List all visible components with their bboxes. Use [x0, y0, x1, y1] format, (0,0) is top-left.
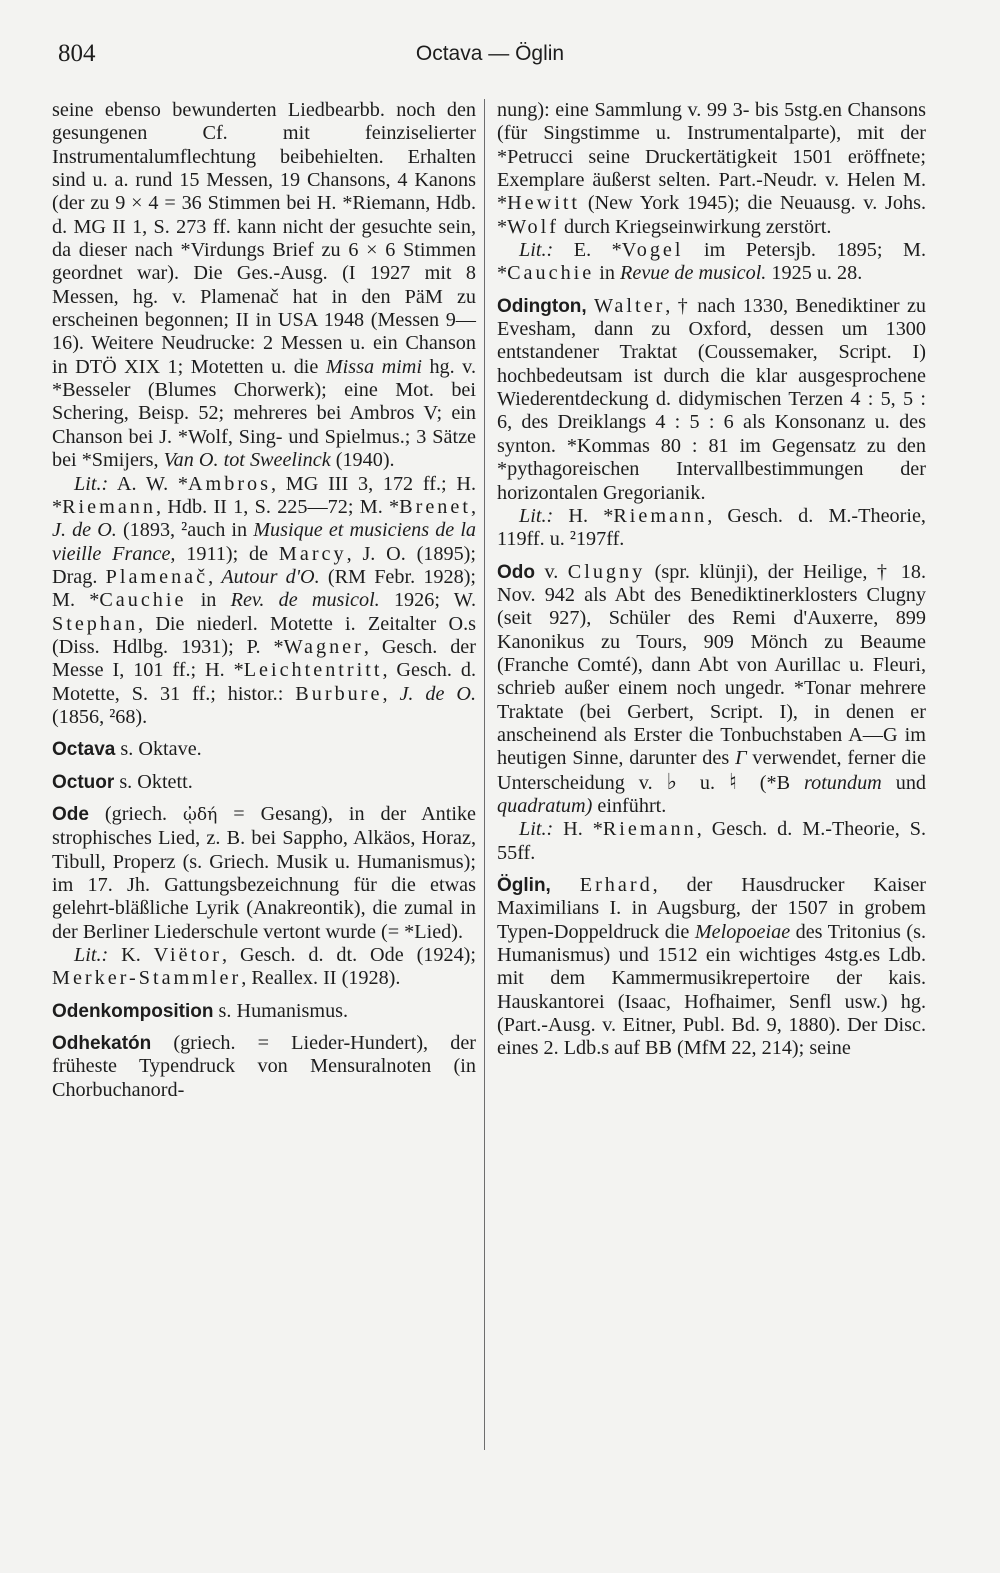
- page-header: [58, 40, 922, 76]
- headword: Odenkomposition: [52, 1000, 214, 1022]
- entry-oglin: Öglin, Erhard, der Hausdrucker Kaiser Maximilians I. in Augsburg, der 1507 in grobem Typen-Doppeldruck die Melopoeiae des Tritonius (s. Humanismus) und 1512 ein wichtiges 4stg.es Ldb. mit dem Kammermusikrepertoire der kais. Hauskantorei (Isaac, Hofhaimer, Senfl usw.) hg. (Part.-Ausg. v. Eitner, Publ. Bd. 9, 1880). Der Disc. eines 2. Ldb.s auf BB (MfM 22, 214); seine: [497, 874, 927, 1060]
- literature-note: Lit.: K. Viëtor, Gesch. d. dt. Ode (1924); Merker-Stammler, Reallex. II (1928).: [52, 944, 477, 990]
- literature-note: Lit.: H. *Riemann, Gesch. d. M.-Theorie, 119ff. u. ²197ff.: [497, 504, 926, 551]
- column-divider: [484, 99, 485, 1450]
- running-title: Octava — Öglin: [415, 42, 565, 65]
- literature-note: Lit.: H. *Riemann, Gesch. d. M.-Theorie, S. 55ff.: [497, 818, 926, 864]
- headword: Octuor: [52, 771, 115, 793]
- right-column: [497, 99, 926, 1061]
- entry-odo: Odo v. Clugny (spr. klünji), der Heilige, † 18. Nov. 942 als Abt des Benediktinerklosters Clugny (seit 927), Schüler des Remi d'Auxerre, 899 Kanonikus zu Tours, 909 Mönch zu Beaume (Franche Comté), dann Abt von Aurillac u. Fleuri, schrieb außer einem noch ungedr. *Tonar mehrere Traktate (bei Gerbert, Script. I), in denen er anscheinend als Erster die Tonbuchstaben A—G im heutigen Sinne, darunter des Γ verwendet, ferner die Unterscheidung v. ♭ u. ♮ (*B rotundum und quadratum) einführt.: [497, 560, 927, 817]
- natural-sign-icon: ♮: [728, 769, 746, 795]
- headword: Odo: [497, 561, 535, 583]
- literature-note: Lit.: A. W. *Ambros, MG III 3, 172 ff.; H. *Riemann, Hdb. II 1, S. 225—72; M. *Brenet, J. de O. (1893, ²auch in Musique et musiciens de la vieille France, 1911); de Marcy, J. O. (1895); Drag. Plamenač, Autour d'O. (RM Febr. 1928); M. *Cauchie in Rev. de musicol. 1926; W. Stephan, Die niederl. Motette i. Zeitalter O.s (Diss. Hdlbg. 1931); P. *Wagner, Gesch. der Messe I, 101 ff.; H. *Leichtentritt, Gesch. d. Motette, S. 31 ff.; histor.: Burbure, J. de O. (1856, ²68).: [52, 472, 477, 728]
- entry-ode: Ode (griech. ᾠδή = Gesang), in der Antike strophisches Lied, z. B. bei Sappho, Alkäos, Horaz, Tibull, Properz (s. Griech. Musik u. Humanismus); im 17. Jh. Gattungsbezeichnung für die etwas gelehrt-bläßliche Lyrik (Anakreontik), die zumal in der Berliner Liederschule vertont wurde (= *Lied).: [52, 802, 477, 943]
- flat-sign-icon: ♭: [666, 769, 686, 795]
- literature-note: Lit.: E. *Vogel im Petersjb. 1895; M. *Cauchie in Revue de musicol. 1925 u. 28.: [497, 239, 926, 285]
- entry-odington: Odington, Walter, † nach 1330, Benediktiner zu Evesham, dann zu Oxford, dessen um 1300 entstandener Traktat (Coussemaker, Script. I) hochbedeutsam ist durch die klar ausgesprochene Wiederentdeckung d. didymischen Terzen 4 : 5, 5 : 6, des Dreiklangs 4 : 5 : 6 als Konsonanz u. des synton. *Kommas 80 : 81 im Gegensatz zu den *pythagoreischen Intervallbestimmungen der horizontalen Gregorianik.: [497, 294, 926, 504]
- entry-continuation: seine ebenso bewunderten Liedbearbb. noch den gesungenen Cf. mit feinziselierter Instrumentalumflechtung beibehielten. Erhalten sind u. a. rund 15 Messen, 19 Chansons, 4 Kanons (der zu 9 × 4 = 36 Stimmen bei H. *Riemann, Hdb. d. MG II 1, S. 273 ff. kann nicht der gesuchte sein, da dieser nach *Virdungs Brief zu 6 × 6 Stimmen geordnet war). Die Ges.-Ausg. (I 1927 mit 8 Messen, hg. v. Plamenač hat in den PäM zu erscheinen begonnen; II in USA 1948 (Messen 9—16). Weitere Neudrucke: 2 Messen u. ein Chanson in DTÖ XIX 1; Motetten u. die Missa mimi hg. v. *Besseler (Blumes Chorwerk); eine Mot. bei Schering, Beisp. 52; mehreres bei Ambros V; ein Chanson bei J. *Wolf, Sing- und Spielmus.; 3 Sätze bei *Smijers, Van O. tot Sweelinck (1940).: [52, 99, 476, 472]
- entry-odhekaton: Odhekatón (griech. = Lieder-Hundert), der früheste Typendruck von Mensuralnoten (in Chorbuchanord-: [52, 1032, 476, 1101]
- headword: Odington,: [497, 295, 587, 317]
- page-number: 804: [58, 40, 96, 67]
- headword: Öglin,: [497, 875, 551, 896]
- entry-octuor: Octuor s. Oktett.: [52, 770, 193, 793]
- left-column: [52, 99, 476, 1102]
- headword: Octava: [52, 739, 116, 761]
- headword: Odhekatón: [52, 1033, 152, 1055]
- entry-odenkomposition: Odenkomposition s. Humanismus.: [52, 999, 349, 1022]
- entry-octava: Octava s. Oktave.: [52, 738, 202, 761]
- headword: Ode: [52, 803, 89, 825]
- entry-continuation: nung): eine Sammlung v. 99 3- bis 5stg.en Chansons (für Singstimme u. Instrumentalparte), mit der *Petrucci seine Druckertätigkeit 1501 eröffnete; Exemplare äußerst selten. Part.-Neudr. v. Helen M. *Hewitt (New York 1945); die Neuausg. v. Johs. *Wolf durch Kriegseinwirkung zerstört.: [497, 99, 926, 238]
